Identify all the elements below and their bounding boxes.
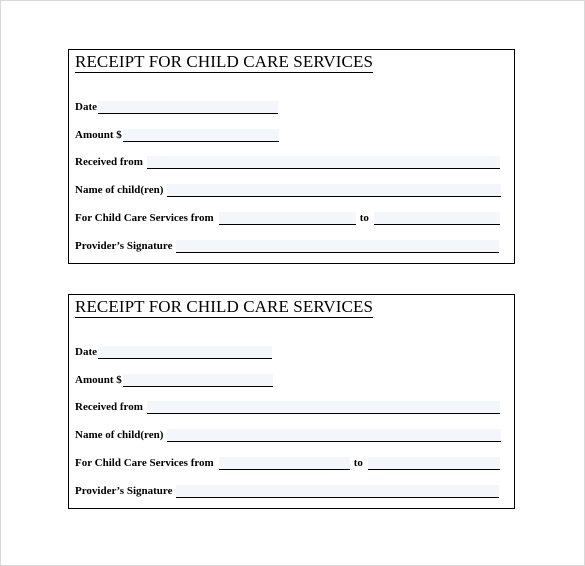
receipt-form-2	[68, 294, 515, 509]
signature-label: Provider’s Signature	[75, 485, 173, 497]
child-name-row	[75, 428, 501, 442]
received-from-row	[75, 155, 500, 169]
child-name-row	[75, 183, 501, 197]
amount-row	[75, 128, 279, 142]
child-name-field[interactable]	[167, 184, 501, 197]
amount-row	[75, 373, 273, 387]
services-to-field[interactable]	[374, 212, 500, 225]
received-from-label: Received from	[75, 401, 143, 413]
services-to-field[interactable]	[368, 457, 500, 470]
services-row	[75, 211, 500, 225]
received-from-row	[75, 400, 500, 414]
child-name-label: Name of child(ren)	[75, 184, 164, 196]
services-to-label: to	[359, 212, 369, 224]
received-from-label: Received from	[75, 156, 143, 168]
received-from-field[interactable]	[147, 401, 500, 414]
date-field[interactable]	[98, 346, 272, 359]
child-name-label: Name of child(ren)	[75, 429, 164, 441]
date-row	[75, 100, 278, 114]
services-row	[75, 456, 500, 470]
signature-field[interactable]	[176, 485, 499, 498]
receipt-form-1	[68, 49, 515, 264]
amount-field[interactable]	[123, 374, 273, 387]
amount-label: Amount $	[75, 374, 122, 386]
date-label: Date	[75, 346, 97, 358]
signature-field[interactable]	[176, 240, 499, 253]
child-name-field[interactable]	[167, 429, 501, 442]
signature-row	[75, 484, 499, 498]
amount-field[interactable]	[123, 129, 279, 142]
receipt-title: RECEIPT FOR CHILD CARE SERVICES	[75, 297, 374, 316]
receipt-title: RECEIPT FOR CHILD CARE SERVICES	[75, 52, 374, 71]
services-from-label: For Child Care Services from	[75, 457, 214, 469]
received-from-field[interactable]	[147, 156, 500, 169]
signature-row	[75, 239, 499, 253]
date-field[interactable]	[98, 101, 278, 114]
services-to-label: to	[353, 457, 363, 469]
signature-label: Provider’s Signature	[75, 240, 173, 252]
amount-label: Amount $	[75, 129, 122, 141]
date-label: Date	[75, 101, 97, 113]
services-from-field[interactable]	[219, 212, 356, 225]
services-from-label: For Child Care Services from	[75, 212, 214, 224]
services-from-field[interactable]	[219, 457, 350, 470]
date-row	[75, 345, 272, 359]
